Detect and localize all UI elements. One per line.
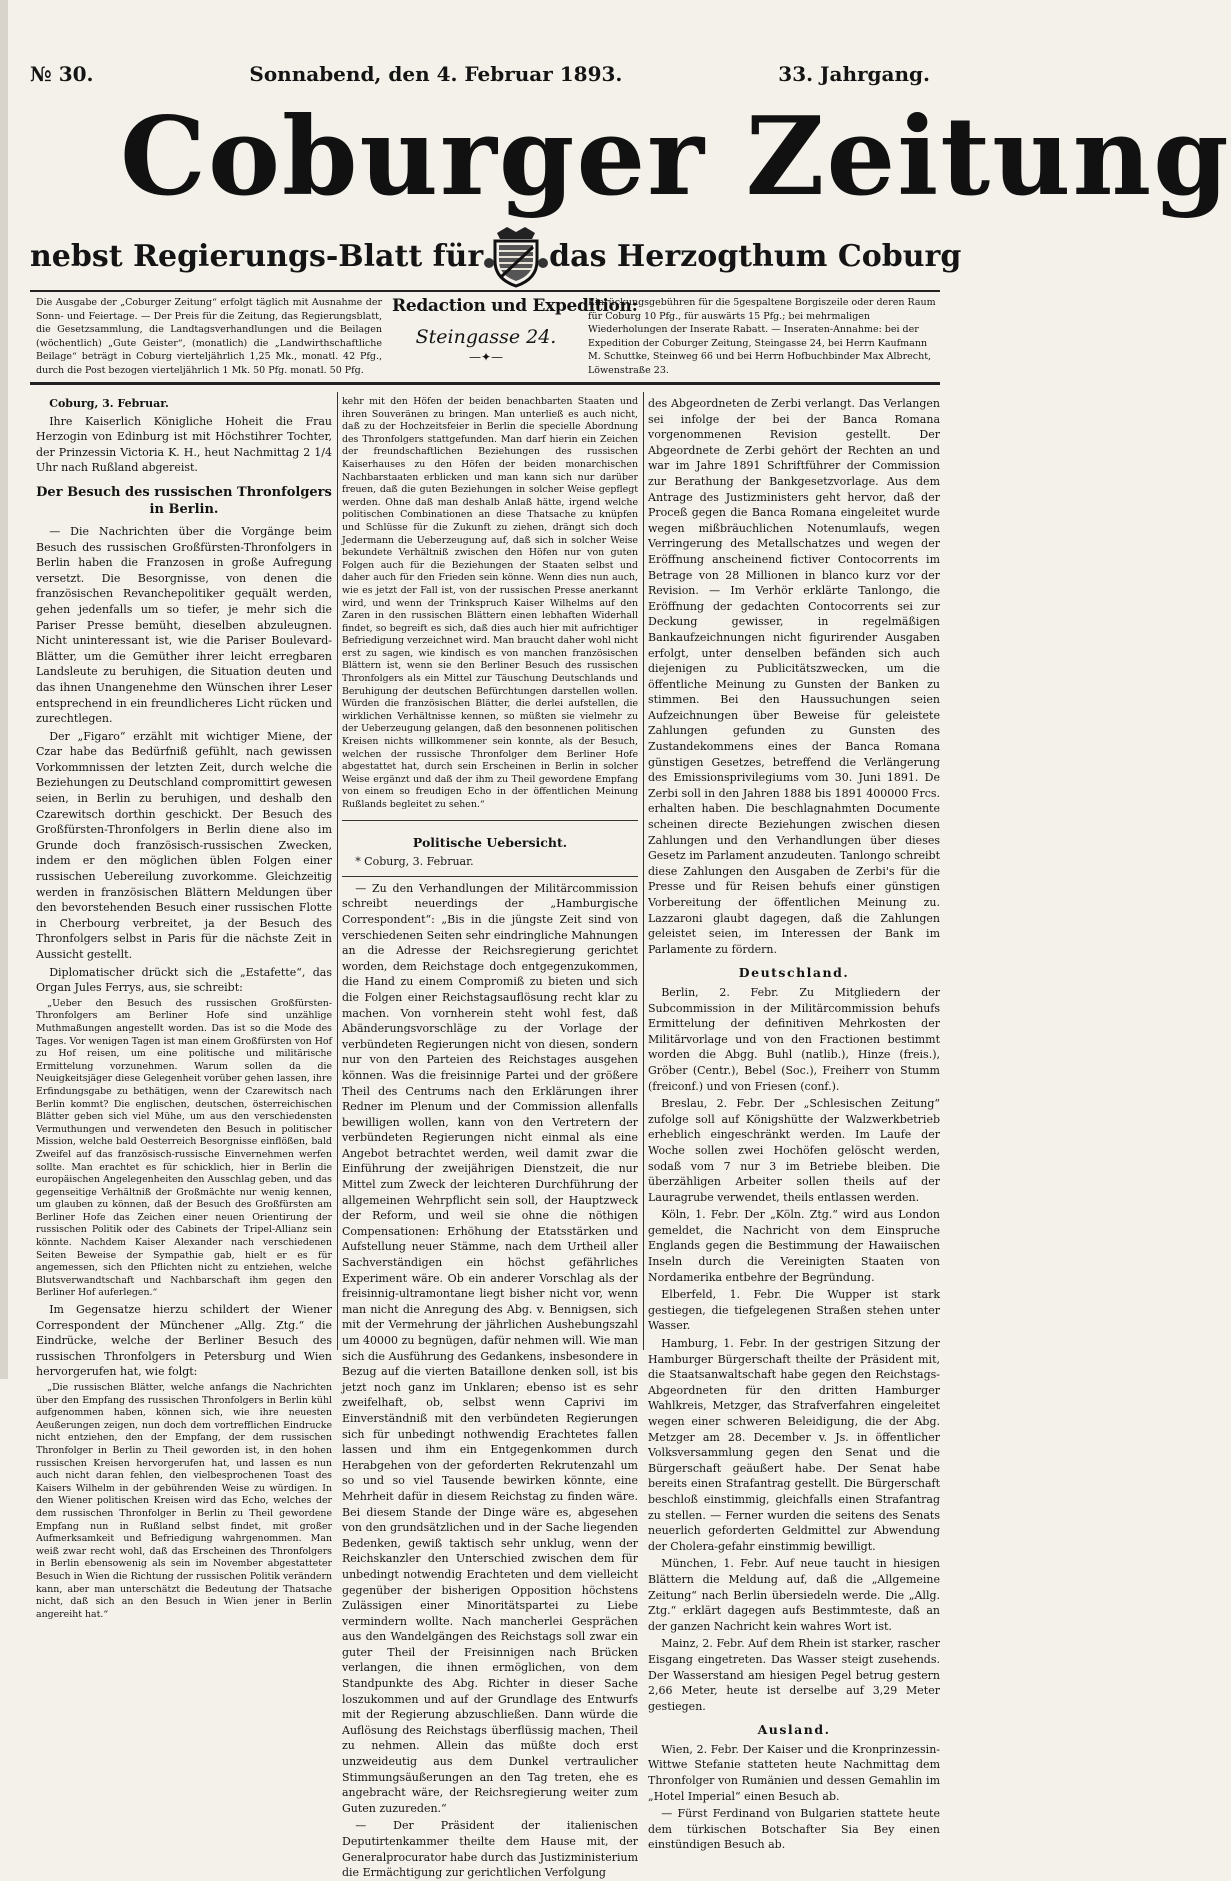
article-heading: Der Besuch des russischen Thronfolgers in Berlin. <box>36 484 332 517</box>
column-divider-2 <box>643 392 644 1350</box>
column-2 <box>342 396 638 1880</box>
paragraph: des Abgeordneten de Zerbi verlangt. Das Verlangen sei infolge der bei der Banca Romana vorgenommenen Revision gestellt. Der Abgeordnete de Zerbi gehört der Rechten an und war im Jahre 1891 Schriftführer der Commission zur Berathung der Bankgesetzvorlage. Aus dem Antrage des Justizministers geht hervor, daß der Proceß gegen die Banca Romana eingeleitet wurde wegen mißbräuchlichen Notenumlaufs, wegen Verringerung des Metallschatzes und wegen der Eröffnung anscheinend fictiver Contocorrents im Betrage von 28 Millionen in blanco kurz vor der Revision. — Im Verhör erklärte Tanlongo, die Eröffnung der gedachten Contocorrents sei zur Deckung gewisser, in regelmäßigen Bankaufzeichnungen nicht figurirender Ausgaben erfolgt, unter denselben befänden sich auch diejenigen zu Publicitätszwecken, um die öffentliche Meinung zu Gunsten der Banken zu stimmen. Bei den Haussuchungen seien Aufzeichnungen über Beweise für geleistete Zahlungen gefunden zu Gunsten des Zustandekommens eines der Banca Romana günstigen Gesetzes, betreffend die Verlängerung des Emissionsprivilegiums vom 30. Juni 1891. De Zerbi soll in den Jahren 1888 bis 1891 400000 Frcs. erhalten haben. Die beschlagnahmten Documente scheinen directe Beziehungen zwischen diesen Zahlungen und den Verhandlungen über dieses Gesetz im Parlament anzudeuten. Tanlongo schreibt diese Zahlungen den Ausgaben de Zerbi's für die Presse und für Reisen behufs einer günstigen Vorbereitung der öffentlichen Meinung zu. Lazzaroni glaubt dagegen, daß die Zahlungen geleistet seien, im Interessen der Bank im Parlamente zu fördern. <box>648 397 940 956</box>
subscription-text: Die Ausgabe der „Coburger Zeitung“ erfolgt täglich mit Ausnahme der Sonn- und Feiertage. — Der Preis für die Zeitung, das Regierungsblatt, die Gesetzsammlung, die Landtagsverhandlungen und die Beilagen (wöchentlich) „Gute Geister“, (monatlich) die „Landwirthschaftliche Beilage“ beträgt in Coburg vierteljährlich 1,25 Mk., monatl. 42 Pfg., durch die Post bezogen vierteljährlich 1 Mk. 50 Pfg. monatl. 50 Pfg. <box>36 297 382 376</box>
section-heading: Deutschland. <box>738 965 850 981</box>
masthead-top-line <box>30 62 930 92</box>
news-item: — Fürst Ferdinand von Bulgarien stattete heute dem türkischen Botschafter Sia Bey einen einstündigen Besuch ab. <box>648 1807 940 1852</box>
dateline: Coburg, 3. Februar. <box>49 397 169 410</box>
news-item: Wien, 2. Febr. Der Kaiser und die Kronprinzessin-Wittwe Stefanie statteten heute Nachmittag dem Thronfolger von Rumänien und dessen Gemahlin im „Hotel Imperial“ einen Besuch ab. <box>648 1742 940 1803</box>
news-item: Köln, 1. Febr. Der „Köln. Ztg.“ wird aus London gemeldet, die Nachricht von dem Einspruche Englands gegen die Bestimmung der Hawaiischen Inseln durch die Vereinigten Staaten von Nordamerika entbehre der Begründung. <box>648 1208 940 1284</box>
paragraph: — Der Präsident der italienischen Deputirtenkammer theilte dem Hause mit, der Generalprocurator habe durch das Justizministerium die Ermächtigung zur gerichtlichen Verfolgung <box>342 1819 638 1880</box>
coat-of-arms-icon <box>483 223 549 289</box>
paragraph: — Zu den Verhandlungen der Militärcommission schreibt neuerdings der „Hamburgische Correspondent“: „Bis in die jüngste Zeit sind von verschiedenen Seiten sehr eindringliche Mahnungen an die Adresse der Reichsregierung gerichtet worden, dem Reichstage doch entgegenzukommen, die Hand zu einem Compromiß zu bieten und sich die Folgen einer Reichstagsauflösung recht klar zu machen. Von vornherein steht wohl fest, daß Abänderungsvorschläge zu der Vorlage der verbündeten Regierungen nicht von diesen, sondern nur von den Parteien des Reichstages ausgehen können. Was die freisinnige Partei und der größere Theil des Centrums nach den Erklärungen ihrer Redner im Plenum und der Commission allenfalls bewilligen wollen, kann von den Vertretern der verbündeten Regierungen nicht einmal als eine Angebot betrachtet werden, weil damit zwar die Einführung der zweijährigen Dienstzeit, die nur Mittel zum Zweck der leichteren Durchführung der allgemeinen Wehrpflicht sein soll, der Hauptzweck der Reform, und weil sie ohne die nöthigen Compensationen: Erhöhung der Etatsstärken und Aufstellung neuer Stämme, nach dem Urtheil aller Sachverständigen ein höchst gefährliches Experiment wäre. Ob ein anderer Vorschlag als der freisinnig-ultramontane liegt bisher nicht vor, wenn man nicht die Anregung des Abg. v. Bennigsen, sich mit der Vermehrung der jährlichen Aushebungszahl um 40000 zu begnügen, dafür nehmen will. Wie man sich die Ausführung des Gedankens, insbesondere in Bezug auf die vierten Bataillone denken soll, ist bis jetzt noch ganz im Unklaren; ebenso ist es sehr zweifelhaft, ob, selbst wenn Caprivi im Einverständniß mit den verbündeten Regierungen sich für unbedingt nothwendig Erachtetes fallen lassen und ihm ein Entgegenkommen durch Herabgehen von der geforderten Rekrutenzahl um so und so viel Tausende bewirken könnte, eine Mehrheit dafür in diesem Reichstag zu finden wäre. Bei diesem Stande der Dinge wäre es, abgesehen von den grundsätzlichen und in der Sache liegenden Bedenken, gewiß taktisch sehr unklug, wenn der Reichskanzler den Unterschied zwischen dem für unbedingt notwendig Erachteten und dem vielleicht gegenüber der bisherigen Opposition höchstens Zulässigen einer Minoritätspartei zu Liebe vermindern wollte. Nach mancherlei Gesprächen aus den Wandelgängen des Reichstags soll zwar ein guter Theil der Freisinnigen nach Brücken verlangen, die ihnen ermöglichen, von dem Standpunkte des Abg. Richter in dieser Sache loszukommen und auf der Grundlage des Entwurfs mit der Regierung abzuschließen. Dann würde die Auflösung des Reichstags überflüssig machen, Theil zu nehmen. Allein das müßte doch erst unzweideutig aus dem Dunkel vertraulicher Stimmungsäußerungen an den Tag treten, ehe es angebracht wäre, der Reichsregierung weiter zum Guten zuzureden.“ <box>342 881 638 1815</box>
column-1 <box>36 396 332 1620</box>
quotation: „Die russischen Blätter, welche anfangs die Nachrichten über den Empfang des russischen Thronfolgers in Berlin kühl aufgenommen haben, können sich, wie ihre neuesten Aeußerungen zeigen, nun doch dem vortrefflichen Eindrucke nicht entziehen, den der Empfang, der dem russischen Thronfolger in Berlin zu Theil geworden ist, in den hohen russischen Kreisen hervorgerufen hat, und lassen es nun auch nicht daran fehlen, den vielbesprochenen Toast des Kaisers Wilhelm in der gebührenden Weise zu würdigen. In den Wiener politischen Kreisen wird das Echo, welches der dem russischen Thronfolger in Berlin zu Theil gewordene Empfang nun in Rußland selbst findet, mit großer Aufmerksamkeit und Befriedigung wahrgenommen. Man weiß zwar recht wohl, daß das Erscheinen des Thronfolgers in Berlin ebensowenig als sein im November abgestatteter Besuch in Wien die Richtung der russischen Politik verändern kann, aber man unterschätzt die Bedeutung der Thatsache nicht, daß sich an den Besuch in Wien jener in Berlin angereiht hat.“ <box>36 1382 332 1620</box>
header-rule-bottom <box>30 382 940 385</box>
paragraph: Diplomatischer drückt sich die „Estafette“, das Organ Jules Ferrys, aus, sie schreibt: <box>36 965 332 995</box>
newspaper-title: Coburger Zeitung <box>120 94 1231 220</box>
section-header-box <box>342 820 638 877</box>
paragraph: Ihre Kaiserlich Königliche Hoheit die Frau Herzogin von Edinburg ist mit Höchstihrer Tochter, der Prinzessin Victoria K. H., heut Nachmittag 2 1/4 Uhr nach Rußland abgereist. <box>36 414 332 475</box>
quotation: kehr mit den Höfen der beiden benachbarten Staaten und ihren Souveränen zu bringen. Man unterließ es auch nicht, daß zu der Hochzeitsfeier in Berlin die specielle Abordnung des Thronfolgers stattgefunden. Man darf hierin ein Zeichen der freundschaftlichen Beziehungen des russischen Kaiserhauses zu den Höfen der beiden monarchischen Nachbarstaaten erblicken und man kann sich nur darüber freuen, daß die guten Beziehungen in solcher Weise gepflegt werden. Ohne daß man deshalb Anlaß hätte, irgend welche politischen Combinationen an diese Thatsache zu knüpfen und Schlüsse für die Zukunft zu ziehen, drängt sich doch Jedermann die Ueberzeugung auf, daß sich in solcher Weise bekundete Verhältniß zwischen den Höfen nur von guten Folgen auch für die Beziehungen der Staaten selbst und daher auch für den Frieden sein könne. Wenn dies nun auch, wie es jetzt der Fall ist, von der russischen Presse anerkannt wird, und wenn der Trinkspruch Kaiser Wilhelms auf den Zaren in den russischen Blättern einen lebhaften Widerhall findet, so begreift es sich, daß dies auch hier mit aufrichtiger Befriedigung verzeichnet wird. Man braucht daher wohl nicht erst zu sagen, wie kindisch es von manchen französischen Blättern ist, wenn sie den Berliner Besuch des russischen Thronfolgers als ein Mittel zur Täuschung Deutschlands und Beruhigung der deutschen Befürchtungen darstellen wollen. Würden die französischen Blätter, die derlei aufstellen, die wirklichen Verhältnisse kennen, so müßten sie vielmehr zu der Ueberzeugung gelangen, daß den besonnenen politischen Kreisen nichts willkommener sein konnte, als der Besuch, welchen der russische Thronfolger dem Berliner Hofe abgestattet hat, durch sein Erscheinen in Berlin in solcher Weise ergänzt und daß der ihm zu Theil gewordene Empfang von einem so freudigen Echo in der öffentlichen Meinung Rußlands begleitet zu sehen.“ <box>342 396 638 810</box>
editorial-office-label: Redaction und Expedition: <box>392 296 638 316</box>
advertising-info <box>588 296 940 378</box>
news-item: Breslau, 2. Febr. Der „Schlesischen Zeitung“ zufolge soll auf Königshütte der Walzwerkbetrieb erheblich eingeschränkt werden. Im Laufe der Woche sollen zwei Hochöfen gelöscht werden, sodaß vom 7 nur 3 im Betriebe bleiben. Die überzähligen Arbeiter sollen theils auf der Lauragrube verwendet, theils entlassen werden. <box>648 1097 940 1204</box>
paragraph: Im Gegensatze hierzu schildert der Wiener Correspondent der Münchener „Allg. Ztg.“ die Eindrücke, welche der Berliner Besuch des russischen Thronfolgers in Petersburg und Wien hervorgerufen hat, wie folgt: <box>36 1303 332 1379</box>
subtitle-right: das Herzogthum Coburg <box>549 238 962 274</box>
issue-date: Sonnabend, den 4. Februar 1893. <box>249 62 623 86</box>
advertising-text: Einrückungsgebühren für die 5gespaltene Borgiszeile oder deren Raum für Coburg 10 Pfg., für auswärts 15 Pfg.; bei mehrmaligen Wiederholungen der Inserate Rabatt. — Inseraten-Annahme: bei der Expedition der Coburger Zeitung, Steingasse 24, bei Herrn Kaufmann M. Schuttke, Steinweg 66 und bei Herrn Hofbuchbinder Max Albrecht, Löwenstraße 23. <box>588 297 936 376</box>
paragraph: Der „Figaro“ erzählt mit wichtiger Miene, der Czar habe das Bedürfniß gefühlt, nach gewissen Vorkommnissen der letzten Zeit, durch welche die Beziehungen zu Deutschland compromittirt gewesen seien, in Berlin zu beruhigen, und deshalb den Czarewitsch dorthin geschickt. Der Besuch des Großfürsten-Thronfolgers in Berlin diene also im Grunde doch französisch-russischen Zwecken, indem er den möglichen üblen Folgen einer russischen Uebereilung zuvorkomme. Gleichzeitig werden in französischen Blättern Meldungen über den bevorstehenden Besuch einer russischen Flotte in Cherbourg verbreitet, ja der Besuch des Thronfolgers selbst in Paris für die nächste Zeit in Aussicht gestellt. <box>36 729 332 961</box>
scan-edge <box>0 0 8 1379</box>
dateline: * Coburg, 3. Februar. <box>355 855 474 869</box>
header-rule-top <box>30 290 940 292</box>
news-item: München, 1. Febr. Auf neue taucht in hiesigen Blättern die Meldung auf, daß die „Allgemeine Zeitung“ nach Berlin übersiedeln werde. Die „Allg. Ztg.“ erklärt dagegen aufs Bestimmteste, daß an der ganzen Nachricht kein wahres Wort ist. <box>648 1557 940 1633</box>
news-item: Mainz, 2. Febr. Auf dem Rhein ist starker, rascher Eisgang eingetreten. Das Wasser steigt zusehends. Der Wasserstand am hiesigen Pegel betrug gestern 2,66 Meter, heute ist derselbe auf 3,29 Meter gestiegen. <box>648 1637 940 1713</box>
subtitle-left: nebst Regierungs-Blatt für <box>30 238 484 274</box>
masthead-subtitle <box>30 224 962 288</box>
news-item: Berlin, 2. Febr. Zu Mitgliedern der Subcommission in der Militärcommission behufs Ermittelung der definitiven Mehrkosten der Militärvorlage und von den Fractionen bestimmt worden die Abgg. Buhl (natlib.), Hinze (freis.), Gröber (Centr.), Bebel (Soc.), Freiherr von Stumm (freiconf.) und von Friesen (conf.). <box>648 985 940 1093</box>
issue-number: № 30. <box>30 62 94 86</box>
section-heading: Ausland. <box>757 1722 831 1738</box>
paragraph: — Die Nachrichten über die Vorgänge beim Besuch des russischen Großfürsten-Thronfolgers in Berlin haben die Franzosen in große Aufregung versetzt. Die Besorgnisse, von denen die französischen Revanchepolitiker gequält werden, gehen jedenfalls um so tiefer, je mehr sich die Pariser Presse bemüht, dieselben abzuleugnen. Nicht uninteressant ist, wie die Pariser Boulevard-Blätter, um die Gemüther ihrer leicht erregbaren Landsleute zu beruhigen, die Situation deuten und das ihnen Unangenehme den Wünschen ihrer Leser entsprechend in ein freundlicheres Licht rücken und zurechtlegen. <box>36 524 332 726</box>
ornament: —✦— <box>468 350 504 364</box>
section-heading: Politische Uebersicht. <box>412 834 568 850</box>
volume-label: 33. Jahrgang. <box>778 62 930 86</box>
editorial-office-block <box>392 296 638 364</box>
quotation: „Ueber den Besuch des russischen Großfürsten-Thronfolgers am Berliner Hofe sind unzählige Muthmaßungen angestellt worden. Das ist so die Mode des Tages. Vor wenigen Tagen ist man einem Großfürsten von Hof zu Hof reisen, um eine politische und militärische Ermittelung vorzunehmen. Warum sollen da die Neuigkeitsjäger diese Gelegenheit vorüber gehen lassen, ihre Erfindungsgabe zu bethätigen, wenn der Czarewitsch nach Berlin kommt? Die englischen, deutschen, österreichischen Blätter geben sich viel Mühe, um aus den verschiedensten Vermuthungen und verwendeten den Besuch in politischer Mission, welche bald Oesterreich Besorgnisse einflößen, bald Zweifel auf das französisch-russische Einvernehmen werfen sollte. Man erachtet es für schicklich, hier in Berlin die europäischen Angelegenheiten den Ausschlag geben, und das gegenseitige Verhältniß der Großmächte nur wenig kennen, um glauben zu können, daß der Besuch des Großfürsten am Berliner Hofe das Zeichen einer neuen Orientirung der russischen Politik oder des Cabinets der Tripel-Allianz sein könnte. Nachdem Kaiser Alexander nach verschiedenen Seiten Beweise der Sympathie gab, hielt er es für angemessen, sich den Pflichten nicht zu entziehen, welche Blutsverwandtschaft und Nachbarschaft ihm gegen den Berliner Hof auferlegen.“ <box>36 997 332 1299</box>
column-3 <box>648 396 940 1852</box>
news-item: Elberfeld, 1. Febr. Die Wupper ist stark gestiegen, die tiefgelegenen Straßen stehen unter Wasser. <box>648 1288 940 1333</box>
editorial-office-address: Steingasse 24. <box>415 326 557 348</box>
subscription-info <box>36 296 382 378</box>
news-item: Hamburg, 1. Febr. In der gestrigen Sitzung der Hamburger Bürgerschaft theilte der Präsident mit, die Staatsanwaltschaft habe gegen den Reichstags-Abgeordneten für den dritten Hamburger Wahlkreis, Metzger, das Strafverfahren eingeleitet wegen einer schweren Beleidigung, die der Abg. Metzger am 28. December v. Js. in öffentlicher Volksversammlung gegen den Senat und die Bürgerschaft geäußert habe. Der Senat habe bereits einen Strafantrag gestellt. Die Bürgerschaft beschloß einstimmig, gleichfalls einen Strafantrag zu stellen. — Ferner wurden die seitens des Senats neuerlich geforderten Geldmittel zur Abwendung der Cholera-gefahr einstimmig bewilligt. <box>648 1337 940 1553</box>
column-divider-1 <box>337 392 338 1350</box>
